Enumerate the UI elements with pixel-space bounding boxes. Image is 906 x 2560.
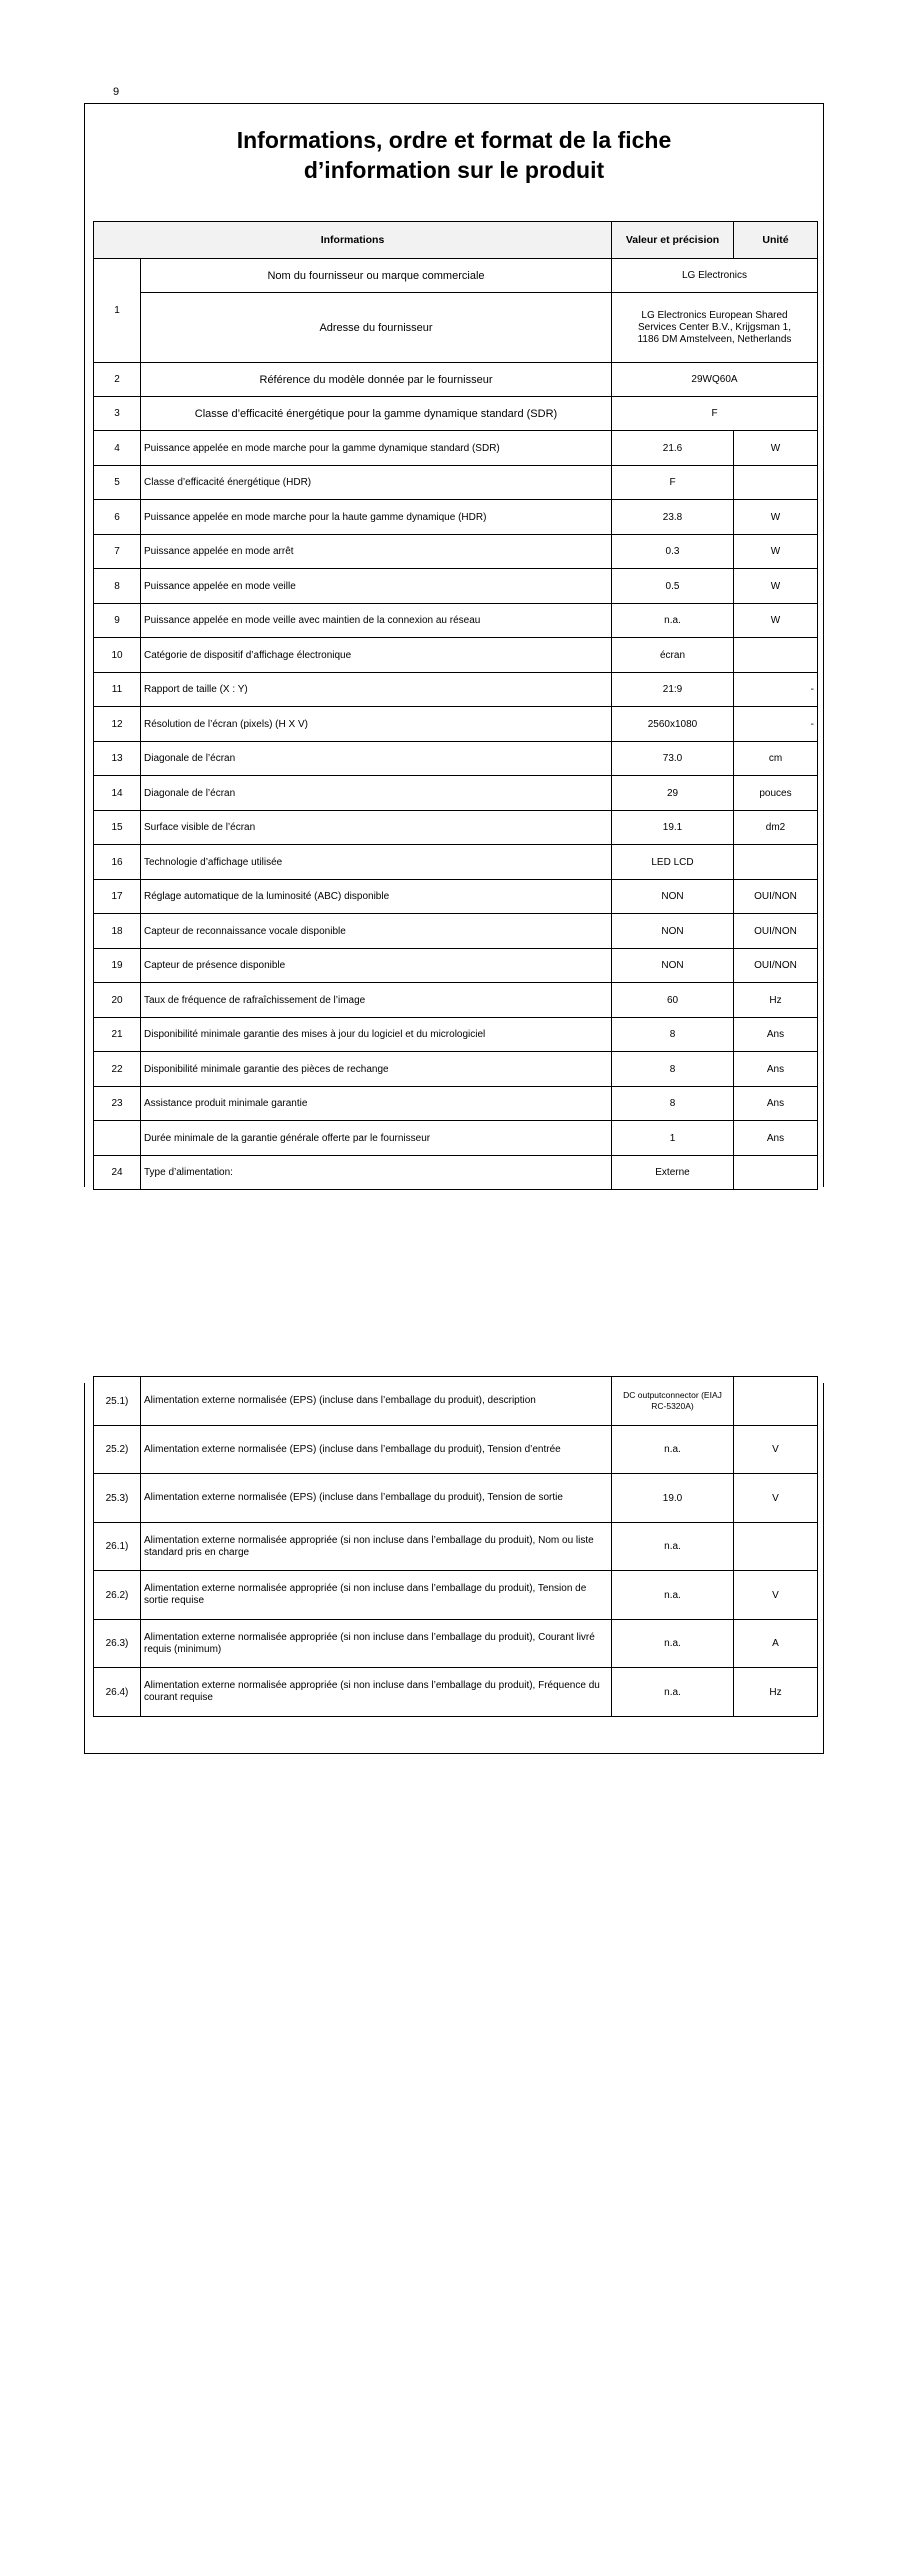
row-unit: W [734, 431, 818, 466]
row-unit: OUI/NON [734, 914, 818, 949]
table-row [94, 604, 818, 638]
row-info: Capteur de reconnaissance vocale disponible [141, 914, 612, 949]
table-row [94, 707, 818, 742]
row-num: 26.4) [94, 1668, 141, 1717]
row-value: 1 [612, 1121, 734, 1156]
row-value: 29WQ60A [612, 363, 818, 397]
row-unit: W [734, 500, 818, 535]
row-num: 25.1) [94, 1377, 141, 1426]
row-value: 8 [612, 1018, 734, 1052]
header-informations: Informations [94, 222, 612, 259]
row-info: Disponibilité minimale garantie des pièces de rechange [141, 1052, 612, 1087]
table-row [94, 1523, 818, 1571]
table-row [94, 466, 818, 500]
table-row [94, 500, 818, 535]
row-num: 4 [94, 431, 141, 466]
row-unit: W [734, 535, 818, 569]
table-row [94, 1620, 818, 1668]
row-unit: pouces [734, 776, 818, 811]
row-value: DC outputconnector (EIAJ RC-5320A) [612, 1377, 734, 1426]
row-info: Réglage automatique de la luminosité (ABC) disponible [141, 880, 612, 914]
row-info: Catégorie de dispositif d’affichage électronique [141, 638, 612, 673]
product-info-table [93, 221, 818, 1190]
row-unit: W [734, 569, 818, 604]
table-header-row [94, 222, 818, 259]
row-unit [734, 466, 818, 500]
table-row [94, 1052, 818, 1087]
row-unit [734, 638, 818, 673]
table-row [94, 811, 818, 845]
table-row [94, 535, 818, 569]
row-info: Technologie d’affichage utilisée [141, 845, 612, 880]
row-num: 22 [94, 1052, 141, 1087]
row-info: Alimentation externe normalisée (EPS) (incluse dans l’emballage du produit), description [141, 1377, 612, 1426]
table-row [94, 1668, 818, 1717]
row-unit [734, 1156, 818, 1190]
table-row [94, 1474, 818, 1523]
row-num: 26.3) [94, 1620, 141, 1668]
row-info: Taux de fréquence de rafraîchissement de l’image [141, 983, 612, 1018]
row-info: Disponibilité minimale garantie des mises à jour du logiciel et du micrologiciel [141, 1018, 612, 1052]
title-line-2: d’information sur le produit [303, 157, 605, 183]
row-value: n.a. [612, 1523, 734, 1571]
row-value: 23.8 [612, 500, 734, 535]
row-info: Alimentation externe normalisée (EPS) (incluse dans l’emballage du produit), Tension d’entrée [141, 1426, 612, 1474]
row-info: Durée minimale de la garantie générale offerte par le fournisseur [141, 1121, 612, 1156]
table-row [94, 638, 818, 673]
row-unit: dm2 [734, 811, 818, 845]
row-value: LG Electronics European Shared Services Center B.V., Krijgsman 1, 1186 DM Amstelveen, Netherlands [612, 293, 818, 363]
table-row [94, 259, 818, 293]
row-value: F [612, 466, 734, 500]
table-row [94, 1571, 818, 1620]
row-info: Classe d’efficacité énergétique pour la gamme dynamique standard (SDR) [141, 397, 612, 431]
row-info: Surface visible de l’écran [141, 811, 612, 845]
row-value: n.a. [612, 1620, 734, 1668]
row-unit: W [734, 604, 818, 638]
table-row [94, 742, 818, 776]
row-unit [734, 1377, 818, 1426]
row-num: 25.3) [94, 1474, 141, 1523]
row-num: 8 [94, 569, 141, 604]
row-unit: Ans [734, 1121, 818, 1156]
row-num: 3 [94, 397, 141, 431]
row-value: NON [612, 914, 734, 949]
row-num: 16 [94, 845, 141, 880]
table-row [94, 845, 818, 880]
row-num: 18 [94, 914, 141, 949]
row-value: 21:9 [612, 673, 734, 707]
row-info: Résolution de l’écran (pixels) (H X V) [141, 707, 612, 742]
table-row [94, 569, 818, 604]
row-num: 21 [94, 1018, 141, 1052]
row-unit: V [734, 1571, 818, 1620]
row-info: Classe d’efficacité énergétique (HDR) [141, 466, 612, 500]
row-num: 17 [94, 880, 141, 914]
row-value: 2560x1080 [612, 707, 734, 742]
row-num: 26.2) [94, 1571, 141, 1620]
row-value: NON [612, 949, 734, 983]
row-value: 0.3 [612, 535, 734, 569]
row-unit: Hz [734, 983, 818, 1018]
row-info: Rapport de taille (X : Y) [141, 673, 612, 707]
table-row [94, 949, 818, 983]
table-row [94, 293, 818, 363]
row-value: 19.1 [612, 811, 734, 845]
row-value: 0.5 [612, 569, 734, 604]
table-row [94, 914, 818, 949]
row-info: Diagonale de l’écran [141, 742, 612, 776]
row-info: Nom du fournisseur ou marque commerciale [141, 259, 612, 293]
row-num: 10 [94, 638, 141, 673]
table-row [94, 1121, 818, 1156]
table-row [94, 673, 818, 707]
row-info: Alimentation externe normalisée appropriée (si non incluse dans l’emballage du produit), Courant livré requis (minimum) [141, 1620, 612, 1668]
row-unit: V [734, 1426, 818, 1474]
row-num: 13 [94, 742, 141, 776]
row-unit: - [734, 707, 818, 742]
row-info: Capteur de présence disponible [141, 949, 612, 983]
row-info: Puissance appelée en mode marche pour la gamme dynamique standard (SDR) [141, 431, 612, 466]
row-num: 6 [94, 500, 141, 535]
row-unit: Ans [734, 1052, 818, 1087]
row-value: LG Electronics [612, 259, 818, 293]
row-unit: cm [734, 742, 818, 776]
row-num: 5 [94, 466, 141, 500]
header-valeur: Valeur et précision [612, 222, 734, 259]
table-row [94, 363, 818, 397]
row-info: Alimentation externe normalisée appropriée (si non incluse dans l’emballage du produit), Nom ou liste standard pris en charge [141, 1523, 612, 1571]
row-value: Externe [612, 1156, 734, 1190]
table-row [94, 397, 818, 431]
table-row [94, 1377, 818, 1426]
row-info: Adresse du fournisseur [141, 293, 612, 363]
row-unit: A [734, 1620, 818, 1668]
row-unit: OUI/NON [734, 880, 818, 914]
product-info-table-continued [93, 1376, 818, 1717]
row-value: n.a. [612, 604, 734, 638]
row-num: 9 [94, 604, 141, 638]
row-num: 20 [94, 983, 141, 1018]
row-value: n.a. [612, 1668, 734, 1717]
row-num: 25.2) [94, 1426, 141, 1474]
row-num [94, 1121, 141, 1156]
table-row [94, 1018, 818, 1052]
row-value: 21.6 [612, 431, 734, 466]
row-unit: Hz [734, 1668, 818, 1717]
row-num: 26.1) [94, 1523, 141, 1571]
row-num: 11 [94, 673, 141, 707]
row-unit: OUI/NON [734, 949, 818, 983]
page-title [84, 125, 824, 185]
table-row [94, 880, 818, 914]
row-num: 24 [94, 1156, 141, 1190]
row-unit: Ans [734, 1087, 818, 1121]
row-num: 14 [94, 776, 141, 811]
row-unit: V [734, 1474, 818, 1523]
row-info: Alimentation externe normalisée appropriée (si non incluse dans l’emballage du produit), Tension de sortie requise [141, 1571, 612, 1620]
table-row [94, 776, 818, 811]
row-value: LED LCD [612, 845, 734, 880]
row-info: Puissance appelée en mode arrêt [141, 535, 612, 569]
row-value: NON [612, 880, 734, 914]
row-info: Alimentation externe normalisée appropriée (si non incluse dans l’emballage du produit), Fréquence du courant requise [141, 1668, 612, 1717]
row-info: Type d’alimentation: [141, 1156, 612, 1190]
header-unite: Unité [734, 222, 818, 259]
row-value: 73.0 [612, 742, 734, 776]
row-value: 29 [612, 776, 734, 811]
table-row [94, 1156, 818, 1190]
row-num: 1 [94, 259, 141, 363]
table-row [94, 983, 818, 1018]
row-num: 7 [94, 535, 141, 569]
row-info: Diagonale de l’écran [141, 776, 612, 811]
row-value: 8 [612, 1052, 734, 1087]
row-value: F [612, 397, 818, 431]
row-info: Puissance appelée en mode veille [141, 569, 612, 604]
row-value: 8 [612, 1087, 734, 1121]
row-info: Assistance produit minimale garantie [141, 1087, 612, 1121]
row-num: 23 [94, 1087, 141, 1121]
row-num: 15 [94, 811, 141, 845]
row-value: écran [612, 638, 734, 673]
row-unit [734, 1523, 818, 1571]
row-unit: - [734, 673, 818, 707]
row-value: n.a. [612, 1426, 734, 1474]
row-info: Puissance appelée en mode veille avec maintien de la connexion au réseau [141, 604, 612, 638]
title-line-1: Informations, ordre et format de la fiche [236, 127, 672, 153]
row-value: 60 [612, 983, 734, 1018]
row-num: 12 [94, 707, 141, 742]
row-info: Référence du modèle donnée par le fournisseur [141, 363, 612, 397]
row-value: 19.0 [612, 1474, 734, 1523]
row-num: 19 [94, 949, 141, 983]
page-number: 9 [113, 86, 120, 98]
row-info: Alimentation externe normalisée (EPS) (incluse dans l’emballage du produit), Tension de sortie [141, 1474, 612, 1523]
table-row [94, 431, 818, 466]
table-row [94, 1087, 818, 1121]
row-unit: Ans [734, 1018, 818, 1052]
row-unit [734, 845, 818, 880]
row-num: 2 [94, 363, 141, 397]
row-info: Puissance appelée en mode marche pour la haute gamme dynamique (HDR) [141, 500, 612, 535]
row-value: n.a. [612, 1571, 734, 1620]
table-row [94, 1426, 818, 1474]
